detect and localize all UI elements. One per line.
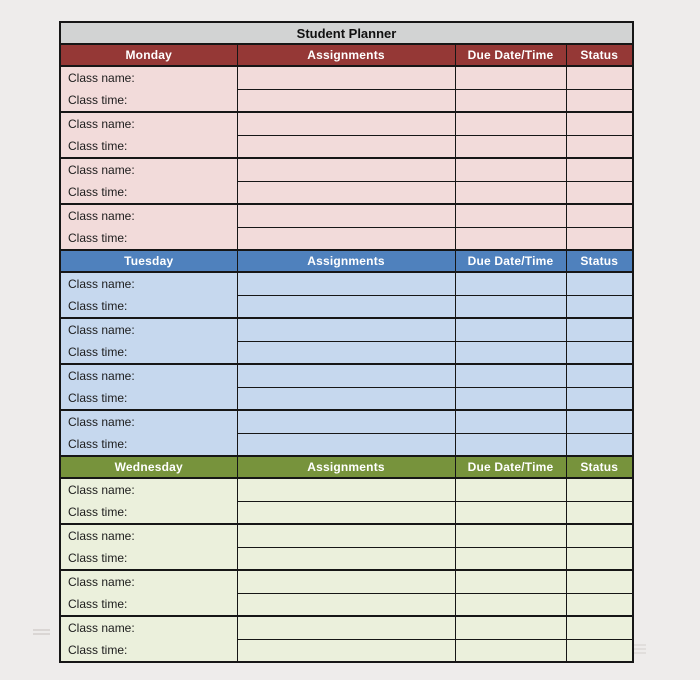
due-date-cell[interactable] <box>455 570 566 593</box>
due-date-cell[interactable] <box>455 272 566 295</box>
status-cell[interactable] <box>566 616 633 639</box>
class-label-cell <box>60 272 237 318</box>
assignment-cell[interactable] <box>237 318 455 341</box>
assignment-cell[interactable] <box>237 570 455 593</box>
class-time-label: Class time: <box>68 185 128 199</box>
assignment-cell[interactable] <box>237 433 455 456</box>
day-header-tuesday: Tuesday <box>60 250 237 272</box>
watermark-fragment <box>33 629 50 637</box>
status-cell[interactable] <box>566 341 633 364</box>
class-label-cell <box>60 66 237 112</box>
class-label-cell <box>60 204 237 250</box>
due-date-cell[interactable] <box>455 387 566 410</box>
class-name-label: Class name: <box>68 277 135 291</box>
class-name-label: Class name: <box>68 575 135 589</box>
class-name-label: Class name: <box>68 621 135 635</box>
column-header-assignments: Assignments <box>237 250 455 272</box>
class-time-label: Class time: <box>68 93 128 107</box>
status-cell[interactable] <box>566 364 633 387</box>
day-section-wednesday <box>60 456 633 662</box>
status-cell[interactable] <box>566 593 633 616</box>
due-date-cell[interactable] <box>455 410 566 433</box>
day-section-monday <box>60 44 633 250</box>
assignment-cell[interactable] <box>237 478 455 501</box>
class-time-label: Class time: <box>68 139 128 153</box>
column-header-due-date: Due Date/Time <box>455 250 566 272</box>
status-cell[interactable] <box>566 158 633 181</box>
status-cell[interactable] <box>566 112 633 135</box>
assignment-cell[interactable] <box>237 639 455 662</box>
due-date-cell[interactable] <box>455 181 566 204</box>
status-cell[interactable] <box>566 181 633 204</box>
due-date-cell[interactable] <box>455 89 566 112</box>
assignment-cell[interactable] <box>237 410 455 433</box>
class-time-label: Class time: <box>68 551 128 565</box>
class-name-label: Class name: <box>68 71 135 85</box>
status-cell[interactable] <box>566 135 633 158</box>
class-time-label: Class time: <box>68 391 128 405</box>
assignment-cell[interactable] <box>237 89 455 112</box>
due-date-cell[interactable] <box>455 593 566 616</box>
class-label-cell <box>60 616 237 662</box>
status-cell[interactable] <box>566 547 633 570</box>
due-date-cell[interactable] <box>455 501 566 524</box>
due-date-cell[interactable] <box>455 204 566 227</box>
class-label-cell <box>60 570 237 616</box>
watermark-fragment <box>634 644 646 654</box>
class-name-label: Class name: <box>68 415 135 429</box>
assignment-cell[interactable] <box>237 204 455 227</box>
due-date-cell[interactable] <box>455 524 566 547</box>
day-header-wednesday: Wednesday <box>60 456 237 478</box>
column-header-due-date: Due Date/Time <box>455 456 566 478</box>
status-cell[interactable] <box>566 478 633 501</box>
assignment-cell[interactable] <box>237 112 455 135</box>
class-label-cell <box>60 524 237 570</box>
class-time-label: Class time: <box>68 505 128 519</box>
class-name-label: Class name: <box>68 117 135 131</box>
status-cell[interactable] <box>566 524 633 547</box>
assignment-cell[interactable] <box>237 181 455 204</box>
assignment-cell[interactable] <box>237 547 455 570</box>
class-time-label: Class time: <box>68 345 128 359</box>
due-date-cell[interactable] <box>455 112 566 135</box>
class-label-cell <box>60 158 237 204</box>
column-header-due-date: Due Date/Time <box>455 44 566 66</box>
status-cell[interactable] <box>566 501 633 524</box>
column-header-status: Status <box>566 44 633 66</box>
status-cell[interactable] <box>566 570 633 593</box>
assignment-cell[interactable] <box>237 524 455 547</box>
class-name-label: Class name: <box>68 209 135 223</box>
due-date-cell[interactable] <box>455 135 566 158</box>
column-header-status: Status <box>566 456 633 478</box>
class-name-label: Class name: <box>68 323 135 337</box>
day-section-tuesday <box>60 250 633 456</box>
status-cell[interactable] <box>566 318 633 341</box>
due-date-cell[interactable] <box>455 295 566 318</box>
assignment-cell[interactable] <box>237 272 455 295</box>
status-cell[interactable] <box>566 639 633 662</box>
column-header-assignments: Assignments <box>237 456 455 478</box>
student-planner-table <box>59 21 634 663</box>
due-date-cell[interactable] <box>455 478 566 501</box>
assignment-cell[interactable] <box>237 295 455 318</box>
class-time-label: Class time: <box>68 231 128 245</box>
due-date-cell[interactable] <box>455 66 566 89</box>
status-cell[interactable] <box>566 66 633 89</box>
assignment-cell[interactable] <box>237 593 455 616</box>
status-cell[interactable] <box>566 227 633 250</box>
assignment-cell[interactable] <box>237 341 455 364</box>
due-date-cell[interactable] <box>455 433 566 456</box>
status-cell[interactable] <box>566 204 633 227</box>
due-date-cell[interactable] <box>455 158 566 181</box>
class-name-label: Class name: <box>68 369 135 383</box>
planner-title: Student Planner <box>60 22 633 44</box>
due-date-cell[interactable] <box>455 547 566 570</box>
assignment-cell[interactable] <box>237 158 455 181</box>
assignment-cell[interactable] <box>237 227 455 250</box>
class-name-label: Class name: <box>68 483 135 497</box>
status-cell[interactable] <box>566 89 633 112</box>
class-label-cell <box>60 112 237 158</box>
due-date-cell[interactable] <box>455 616 566 639</box>
class-name-label: Class name: <box>68 529 135 543</box>
class-time-label: Class time: <box>68 597 128 611</box>
status-cell[interactable] <box>566 387 633 410</box>
class-name-label: Class name: <box>68 163 135 177</box>
class-label-cell <box>60 364 237 410</box>
assignment-cell[interactable] <box>237 66 455 89</box>
status-cell[interactable] <box>566 272 633 295</box>
assignment-cell[interactable] <box>237 387 455 410</box>
due-date-cell[interactable] <box>455 639 566 662</box>
title-section <box>60 22 633 44</box>
class-label-cell <box>60 410 237 456</box>
class-time-label: Class time: <box>68 643 128 657</box>
class-time-label: Class time: <box>68 437 128 451</box>
assignment-cell[interactable] <box>237 616 455 639</box>
due-date-cell[interactable] <box>455 227 566 250</box>
status-cell[interactable] <box>566 410 633 433</box>
status-cell[interactable] <box>566 433 633 456</box>
class-label-cell <box>60 478 237 524</box>
assignment-cell[interactable] <box>237 364 455 387</box>
column-header-assignments: Assignments <box>237 44 455 66</box>
assignment-cell[interactable] <box>237 135 455 158</box>
status-cell[interactable] <box>566 295 633 318</box>
day-header-monday: Monday <box>60 44 237 66</box>
due-date-cell[interactable] <box>455 318 566 341</box>
class-time-label: Class time: <box>68 299 128 313</box>
class-label-cell <box>60 318 237 364</box>
column-header-status: Status <box>566 250 633 272</box>
due-date-cell[interactable] <box>455 341 566 364</box>
due-date-cell[interactable] <box>455 364 566 387</box>
assignment-cell[interactable] <box>237 501 455 524</box>
